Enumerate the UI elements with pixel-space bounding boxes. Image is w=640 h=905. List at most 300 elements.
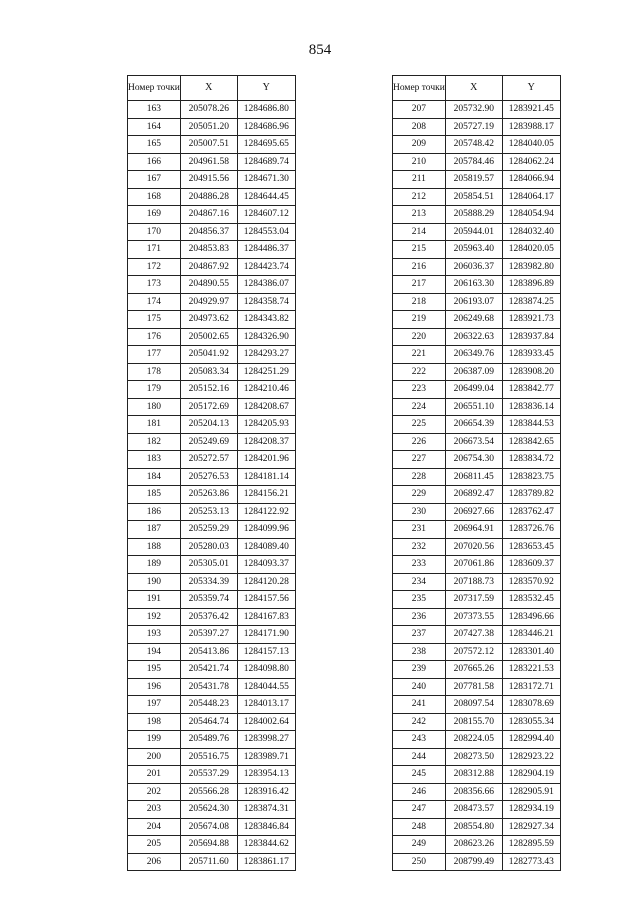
x-coordinate-cell: 206927.66 [445,503,502,521]
x-coordinate-cell: 206387.09 [445,363,502,381]
y-coordinate-cell: 1284208.37 [237,433,295,451]
table-row [393,643,561,661]
x-coordinate-cell: 208224.05 [445,731,502,749]
table-row [128,853,296,871]
table-row [393,118,561,136]
y-coordinate-cell: 1283823.75 [502,468,560,486]
x-header: X [445,76,502,101]
y-coordinate-cell: 1284064.17 [502,188,560,206]
table-row [393,311,561,329]
x-coordinate-cell: 205448.23 [180,696,237,714]
x-coordinate-cell: 205078.26 [180,101,237,119]
point-number-cell: 228 [393,468,446,486]
point-number-cell: 201 [128,766,181,784]
x-coordinate-cell: 207061.86 [445,556,502,574]
table-row [393,153,561,171]
table-row [128,188,296,206]
table-row [393,363,561,381]
y-coordinate-cell: 1284099.96 [237,521,295,539]
x-coordinate-cell: 206036.37 [445,258,502,276]
table-row [393,836,561,854]
table-row [128,591,296,609]
table-row [393,503,561,521]
x-coordinate-cell: 206964.91 [445,521,502,539]
y-coordinate-cell: 1284171.90 [237,626,295,644]
point-number-cell: 240 [393,678,446,696]
point-number-cell: 173 [128,276,181,294]
point-number-cell: 212 [393,188,446,206]
y-coordinate-cell: 1284686.80 [237,101,295,119]
table-row [393,258,561,276]
x-coordinate-cell: 206193.07 [445,293,502,311]
table-row [393,468,561,486]
table-row [128,328,296,346]
point-number-cell: 237 [393,626,446,644]
table-row [128,468,296,486]
y-coordinate-cell: 1282895.59 [502,836,560,854]
point-number-cell: 165 [128,136,181,154]
x-coordinate-cell: 205888.29 [445,206,502,224]
y-coordinate-cell: 1282923.22 [502,748,560,766]
x-coordinate-cell: 208623.26 [445,836,502,854]
point-number-cell: 222 [393,363,446,381]
x-coordinate-cell: 205280.03 [180,538,237,556]
point-number-cell: 189 [128,556,181,574]
y-coordinate-cell: 1282905.91 [502,783,560,801]
point-number-cell: 224 [393,398,446,416]
table-row [393,101,561,119]
x-coordinate-cell: 205748.42 [445,136,502,154]
point-number-cell: 246 [393,783,446,801]
y-coordinate-cell: 1283653.45 [502,538,560,556]
point-number-cell: 195 [128,661,181,679]
y-coordinate-cell: 1283988.17 [502,118,560,136]
y-coordinate-cell: 1283609.37 [502,556,560,574]
x-coordinate-cell: 205431.78 [180,678,237,696]
table-row [128,276,296,294]
x-coordinate-cell: 205263.86 [180,486,237,504]
x-coordinate-cell: 204867.16 [180,206,237,224]
point-number-cell: 167 [128,171,181,189]
y-coordinate-cell: 1284201.96 [237,451,295,469]
y-coordinate-cell: 1284167.83 [237,608,295,626]
x-coordinate-cell: 208473.57 [445,801,502,819]
coordinates-table-left [127,75,296,871]
point-number-cell: 221 [393,346,446,364]
point-number-cell: 247 [393,801,446,819]
coordinates-body-left [128,101,296,871]
point-number-cell: 179 [128,381,181,399]
y-coordinate-cell: 1283874.31 [237,801,295,819]
table-row [128,293,296,311]
x-coordinate-cell: 205516.75 [180,748,237,766]
table-row [393,241,561,259]
x-coordinate-cell: 205204.13 [180,416,237,434]
y-coordinate-cell: 1283172.71 [502,678,560,696]
x-coordinate-cell: 204915.56 [180,171,237,189]
x-coordinate-cell: 205537.29 [180,766,237,784]
table-row [393,293,561,311]
table-row [393,223,561,241]
page-number: 854 [308,42,332,58]
point-number-cell: 174 [128,293,181,311]
table-row [128,136,296,154]
point-number-cell: 200 [128,748,181,766]
x-coordinate-cell: 205421.74 [180,661,237,679]
x-coordinate-cell: 205002.65 [180,328,237,346]
table-row [393,818,561,836]
x-coordinate-cell: 205376.42 [180,608,237,626]
y-coordinate-cell: 1283301.40 [502,643,560,661]
table-row [128,503,296,521]
x-coordinate-cell: 207572.12 [445,643,502,661]
y-coordinate-cell: 1283842.77 [502,381,560,399]
y-coordinate-cell: 1283982.80 [502,258,560,276]
y-coordinate-cell: 1284326.90 [237,328,295,346]
table-row [128,661,296,679]
y-coordinate-cell: 1283937.84 [502,328,560,346]
table-row [128,416,296,434]
table-row [393,328,561,346]
point-number-cell: 250 [393,853,446,871]
y-coordinate-cell: 1284343.82 [237,311,295,329]
y-coordinate-cell: 1283954.13 [237,766,295,784]
table-row [128,556,296,574]
y-coordinate-cell: 1283921.73 [502,311,560,329]
table-row [128,206,296,224]
point-number-cell: 181 [128,416,181,434]
y-coordinate-cell: 1283570.92 [502,573,560,591]
y-coordinate-cell: 1283921.45 [502,101,560,119]
point-number-cell: 236 [393,608,446,626]
table-row [128,171,296,189]
point-number-cell: 177 [128,346,181,364]
table-row [393,206,561,224]
x-coordinate-cell: 204886.28 [180,188,237,206]
point-number-cell: 192 [128,608,181,626]
point-number-cell: 197 [128,696,181,714]
y-coordinate-cell: 1284089.40 [237,538,295,556]
table-row [393,171,561,189]
table-row [393,696,561,714]
x-coordinate-cell: 204856.37 [180,223,237,241]
point-number-cell: 194 [128,643,181,661]
point-number-cell: 242 [393,713,446,731]
x-coordinate-cell: 205624.30 [180,801,237,819]
point-number-cell: 216 [393,258,446,276]
point-number-cell: 211 [393,171,446,189]
point-number-header: Номер точки [128,76,181,101]
point-number-cell: 229 [393,486,446,504]
x-coordinate-cell: 205674.08 [180,818,237,836]
point-number-cell: 214 [393,223,446,241]
point-number-cell: 213 [393,206,446,224]
y-coordinate-cell: 1284122.92 [237,503,295,521]
point-number-cell: 176 [128,328,181,346]
table-row [393,556,561,574]
y-coordinate-cell: 1283078.69 [502,696,560,714]
x-coordinate-cell: 206163.30 [445,276,502,294]
x-coordinate-cell: 205007.51 [180,136,237,154]
table-row [393,713,561,731]
table-row [128,731,296,749]
y-coordinate-cell: 1284120.28 [237,573,295,591]
point-number-cell: 239 [393,661,446,679]
y-coordinate-cell: 1284644.45 [237,188,295,206]
x-coordinate-cell: 205276.53 [180,468,237,486]
point-number-cell: 199 [128,731,181,749]
y-coordinate-cell: 1284157.56 [237,591,295,609]
point-number-cell: 193 [128,626,181,644]
x-coordinate-cell: 207373.55 [445,608,502,626]
x-coordinate-cell: 205727.19 [445,118,502,136]
y-coordinate-cell: 1283055.34 [502,713,560,731]
point-number-cell: 207 [393,101,446,119]
y-coordinate-cell: 1283446.21 [502,626,560,644]
table-row [393,346,561,364]
y-coordinate-cell: 1284686.96 [237,118,295,136]
x-coordinate-cell: 206499.04 [445,381,502,399]
y-coordinate-cell: 1284002.64 [237,713,295,731]
table-row [128,118,296,136]
table-row [393,416,561,434]
y-coordinate-cell: 1283836.14 [502,398,560,416]
table-row [128,573,296,591]
y-coordinate-cell: 1284013.17 [237,696,295,714]
table-row [128,538,296,556]
x-coordinate-cell: 205963.40 [445,241,502,259]
x-coordinate-cell: 205819.57 [445,171,502,189]
x-coordinate-cell: 204867.92 [180,258,237,276]
point-number-cell: 186 [128,503,181,521]
point-number-cell: 166 [128,153,181,171]
y-coordinate-cell: 1284671.30 [237,171,295,189]
point-number-cell: 191 [128,591,181,609]
point-number-cell: 223 [393,381,446,399]
y-coordinate-cell: 1283908.20 [502,363,560,381]
y-coordinate-cell: 1284044.55 [237,678,295,696]
point-number-cell: 248 [393,818,446,836]
table-row [128,818,296,836]
point-number-cell: 218 [393,293,446,311]
point-number-cell: 209 [393,136,446,154]
x-coordinate-cell: 205083.34 [180,363,237,381]
y-coordinate-cell: 1283496.66 [502,608,560,626]
coordinates-table-right [392,75,561,871]
x-coordinate-cell: 205464.74 [180,713,237,731]
y-coordinate-cell: 1282773.43 [502,853,560,871]
y-coordinate-cell: 1282934.19 [502,801,560,819]
y-coordinate-cell: 1283726.76 [502,521,560,539]
point-number-cell: 245 [393,766,446,784]
point-number-cell: 208 [393,118,446,136]
point-number-cell: 180 [128,398,181,416]
point-number-cell: 190 [128,573,181,591]
x-coordinate-cell: 205272.57 [180,451,237,469]
x-header: X [180,76,237,101]
point-number-cell: 175 [128,311,181,329]
x-coordinate-cell: 208799.49 [445,853,502,871]
x-coordinate-cell: 207020.56 [445,538,502,556]
point-number-cell: 234 [393,573,446,591]
y-coordinate-cell: 1283842.65 [502,433,560,451]
point-number-cell: 202 [128,783,181,801]
table-row [393,433,561,451]
x-coordinate-cell: 205172.69 [180,398,237,416]
x-coordinate-cell: 205566.28 [180,783,237,801]
table-row [393,136,561,154]
table-row [128,783,296,801]
point-number-header: Номер точки [393,76,446,101]
table-row [393,626,561,644]
point-number-cell: 205 [128,836,181,854]
table-row [393,573,561,591]
point-number-cell: 217 [393,276,446,294]
point-number-cell: 235 [393,591,446,609]
table-row [393,748,561,766]
x-coordinate-cell: 205041.92 [180,346,237,364]
table-row [128,696,296,714]
table-row [128,748,296,766]
coordinates-body-right [393,101,561,871]
point-number-cell: 215 [393,241,446,259]
y-coordinate-cell: 1284695.65 [237,136,295,154]
point-number-cell: 204 [128,818,181,836]
table-row [128,223,296,241]
table-row [128,766,296,784]
point-number-cell: 168 [128,188,181,206]
point-number-cell: 163 [128,101,181,119]
point-number-cell: 206 [128,853,181,871]
y-coordinate-cell: 1282994.40 [502,731,560,749]
point-number-cell: 210 [393,153,446,171]
point-number-cell: 203 [128,801,181,819]
table-row [128,311,296,329]
x-coordinate-cell: 206892.47 [445,486,502,504]
y-coordinate-cell: 1284293.27 [237,346,295,364]
point-number-cell: 172 [128,258,181,276]
y-coordinate-cell: 1283762.47 [502,503,560,521]
y-coordinate-cell: 1284062.24 [502,153,560,171]
point-number-cell: 171 [128,241,181,259]
table-header-row [128,76,296,101]
x-coordinate-cell: 205784.46 [445,153,502,171]
x-coordinate-cell: 208097.54 [445,696,502,714]
x-coordinate-cell: 207665.26 [445,661,502,679]
x-coordinate-cell: 205359.74 [180,591,237,609]
x-coordinate-cell: 206754.30 [445,451,502,469]
y-coordinate-cell: 1282927.34 [502,818,560,836]
y-coordinate-cell: 1284032.40 [502,223,560,241]
y-coordinate-cell: 1284157.13 [237,643,295,661]
y-coordinate-cell: 1284607.12 [237,206,295,224]
table-row [393,591,561,609]
table-row [128,801,296,819]
table-row [128,713,296,731]
x-coordinate-cell: 207781.58 [445,678,502,696]
y-coordinate-cell: 1284181.14 [237,468,295,486]
table-row [393,766,561,784]
x-coordinate-cell: 205854.51 [445,188,502,206]
point-number-cell: 243 [393,731,446,749]
table-row [128,836,296,854]
y-coordinate-cell: 1284210.46 [237,381,295,399]
table-row [393,661,561,679]
table-header-row [393,76,561,101]
y-coordinate-cell: 1283844.53 [502,416,560,434]
point-number-cell: 241 [393,696,446,714]
table-row [393,678,561,696]
x-coordinate-cell: 206551.10 [445,398,502,416]
x-coordinate-cell: 207317.59 [445,591,502,609]
y-coordinate-cell: 1283846.84 [237,818,295,836]
y-coordinate-cell: 1284208.67 [237,398,295,416]
table-row [393,521,561,539]
x-coordinate-cell: 205944.01 [445,223,502,241]
table-row [128,363,296,381]
table-row [128,486,296,504]
y-coordinate-cell: 1284093.37 [237,556,295,574]
table-row [128,381,296,399]
point-number-cell: 226 [393,433,446,451]
x-coordinate-cell: 208356.66 [445,783,502,801]
y-coordinate-cell: 1284486.37 [237,241,295,259]
x-coordinate-cell: 206654.39 [445,416,502,434]
y-coordinate-cell: 1284386.07 [237,276,295,294]
x-coordinate-cell: 208312.88 [445,766,502,784]
point-number-cell: 198 [128,713,181,731]
point-number-cell: 231 [393,521,446,539]
x-coordinate-cell: 208554.80 [445,818,502,836]
x-coordinate-cell: 205334.39 [180,573,237,591]
table-row [128,626,296,644]
point-number-cell: 249 [393,836,446,854]
y-coordinate-cell: 1283896.89 [502,276,560,294]
point-number-cell: 178 [128,363,181,381]
x-coordinate-cell: 205152.16 [180,381,237,399]
table-row [393,731,561,749]
table-row [128,608,296,626]
x-coordinate-cell: 204961.58 [180,153,237,171]
table-row [393,783,561,801]
point-number-cell: 183 [128,451,181,469]
table-row [128,258,296,276]
table-row [393,188,561,206]
y-coordinate-cell: 1282904.19 [502,766,560,784]
y-coordinate-cell: 1284066.94 [502,171,560,189]
x-coordinate-cell: 208273.50 [445,748,502,766]
table-row [393,398,561,416]
y-coordinate-cell: 1283221.53 [502,661,560,679]
table-row [393,486,561,504]
y-coordinate-cell: 1284040.05 [502,136,560,154]
y-coordinate-cell: 1283834.72 [502,451,560,469]
x-coordinate-cell: 205051.20 [180,118,237,136]
y-header: Y [237,76,295,101]
x-coordinate-cell: 204890.55 [180,276,237,294]
y-coordinate-cell: 1284251.29 [237,363,295,381]
x-coordinate-cell: 207188.73 [445,573,502,591]
y-coordinate-cell: 1283998.27 [237,731,295,749]
x-coordinate-cell: 205397.27 [180,626,237,644]
point-number-cell: 232 [393,538,446,556]
table-row [128,433,296,451]
table-row [128,346,296,364]
point-number-cell: 219 [393,311,446,329]
x-coordinate-cell: 206673.54 [445,433,502,451]
table-row [393,853,561,871]
x-coordinate-cell: 206322.63 [445,328,502,346]
